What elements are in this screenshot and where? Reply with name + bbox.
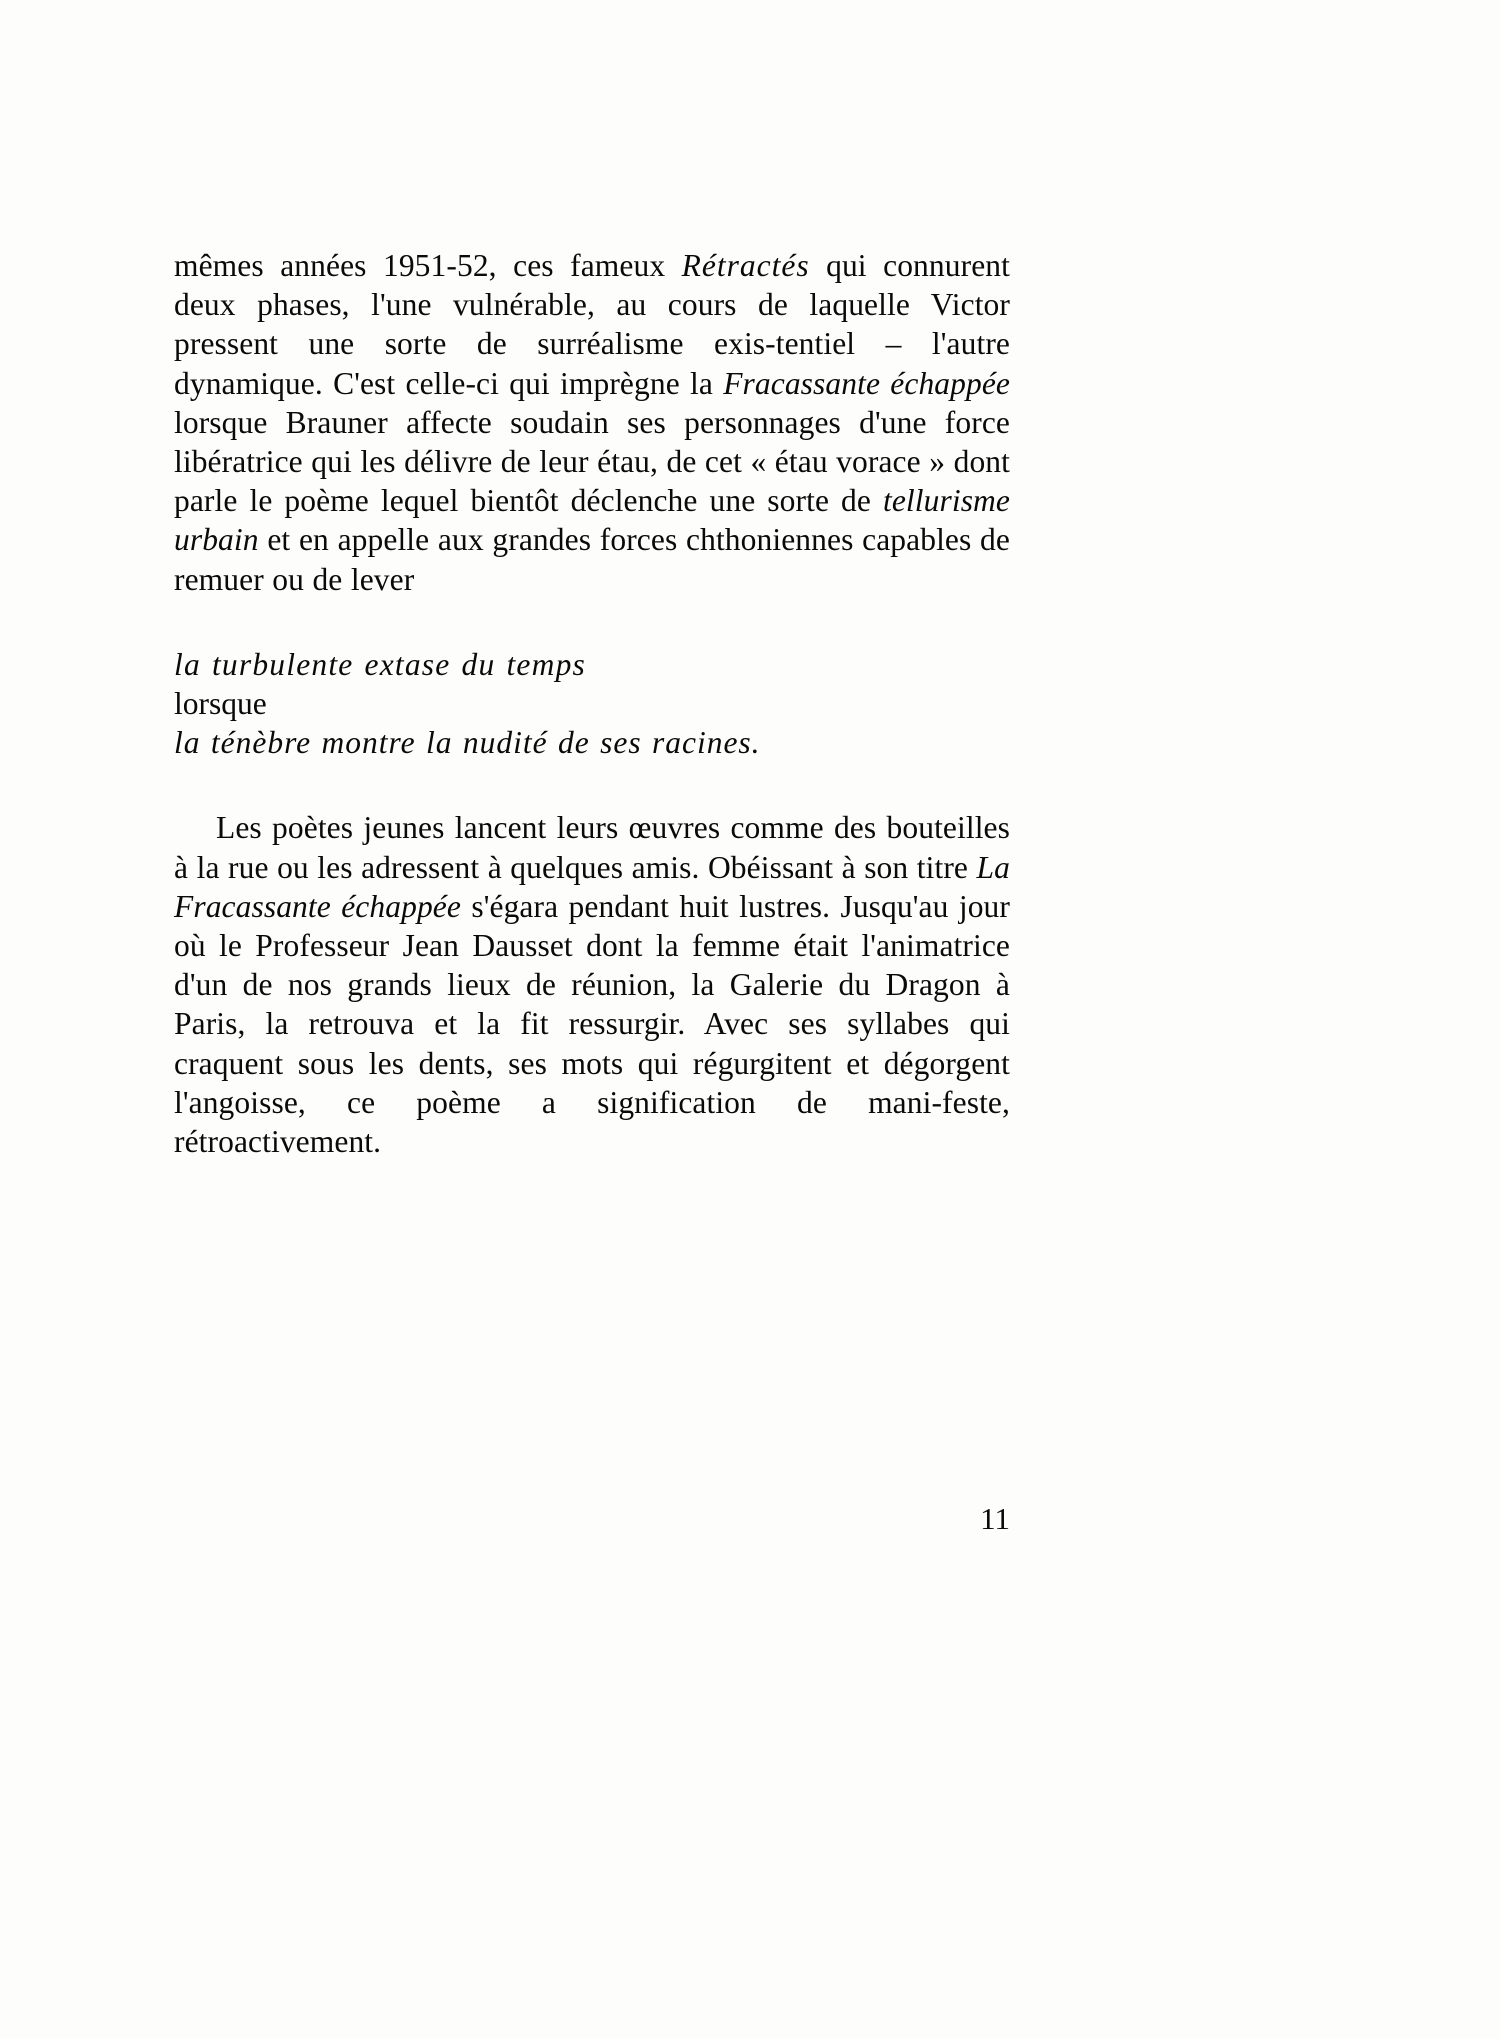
paragraph-second [174,808,1010,1161]
paragraph-continuation [174,246,1010,599]
title-fracassante-echappee: Fracassante échappée [723,365,1011,401]
title-la-fracassante-echappee: La Fracassante échappée [174,849,1010,924]
phrase-tellurisme-urbain: tellurisme urbain [174,483,1010,558]
paragraph1-segment-3: lorsque Brauner affecte soudain ses personnages d'une force libératrice qui les délivre de leur étau, de cet « étau vorace » dont parle le poème lequel bientôt déclenche une sorte de [174,404,1010,519]
poem-line-2: lorsque [174,686,267,722]
paragraph1-segment-1: mêmes années 1951-52, ces fameux [174,248,682,283]
page-number: 11 [980,1501,1010,1536]
title-retractes: Rétractés [681,248,810,283]
text-block [174,246,1010,1161]
spacer-after-poem [174,762,1010,808]
poem-line-3: la ténèbre montre la nudité de ses racines. [174,725,761,761]
spacer-before-poem [174,599,1010,645]
poem-quote [174,645,1010,763]
paragraph1-segment-4: et en appelle aux grandes forces chthoniennes capables de remuer ou de lever [174,522,1010,597]
paragraph2-segment-1: Les poètes jeunes lancent leurs œuvres comme des bouteilles à la rue ou les adressent à quelques amis. Obéissant à son titre [174,810,1010,885]
paragraph1-segment-2: qui connurent deux phases, l'une vulnérable, au cours de laquelle Victor pressent une sorte de surréalisme exis-tentiel – l'autre dynamique. C'est celle-ci qui imprègne la [174,248,1010,401]
paragraph2-segment-2: s'égara pendant huit lustres. Jusqu'au jour où le Professeur Jean Dausset dont la femme était l'animatrice d'un de nos grands lieux de réunion, la Galerie du Dragon à Paris, la retrouva et la fit ressurgir. Avec ses syllabes qui craquent sous les dents, ses mots qui régurgitent et dégorgent l'angoisse, ce poème a signification de mani-feste, rétroactivement. [174,888,1010,1160]
poem-line-1: la turbulente extase du temps [174,646,586,682]
